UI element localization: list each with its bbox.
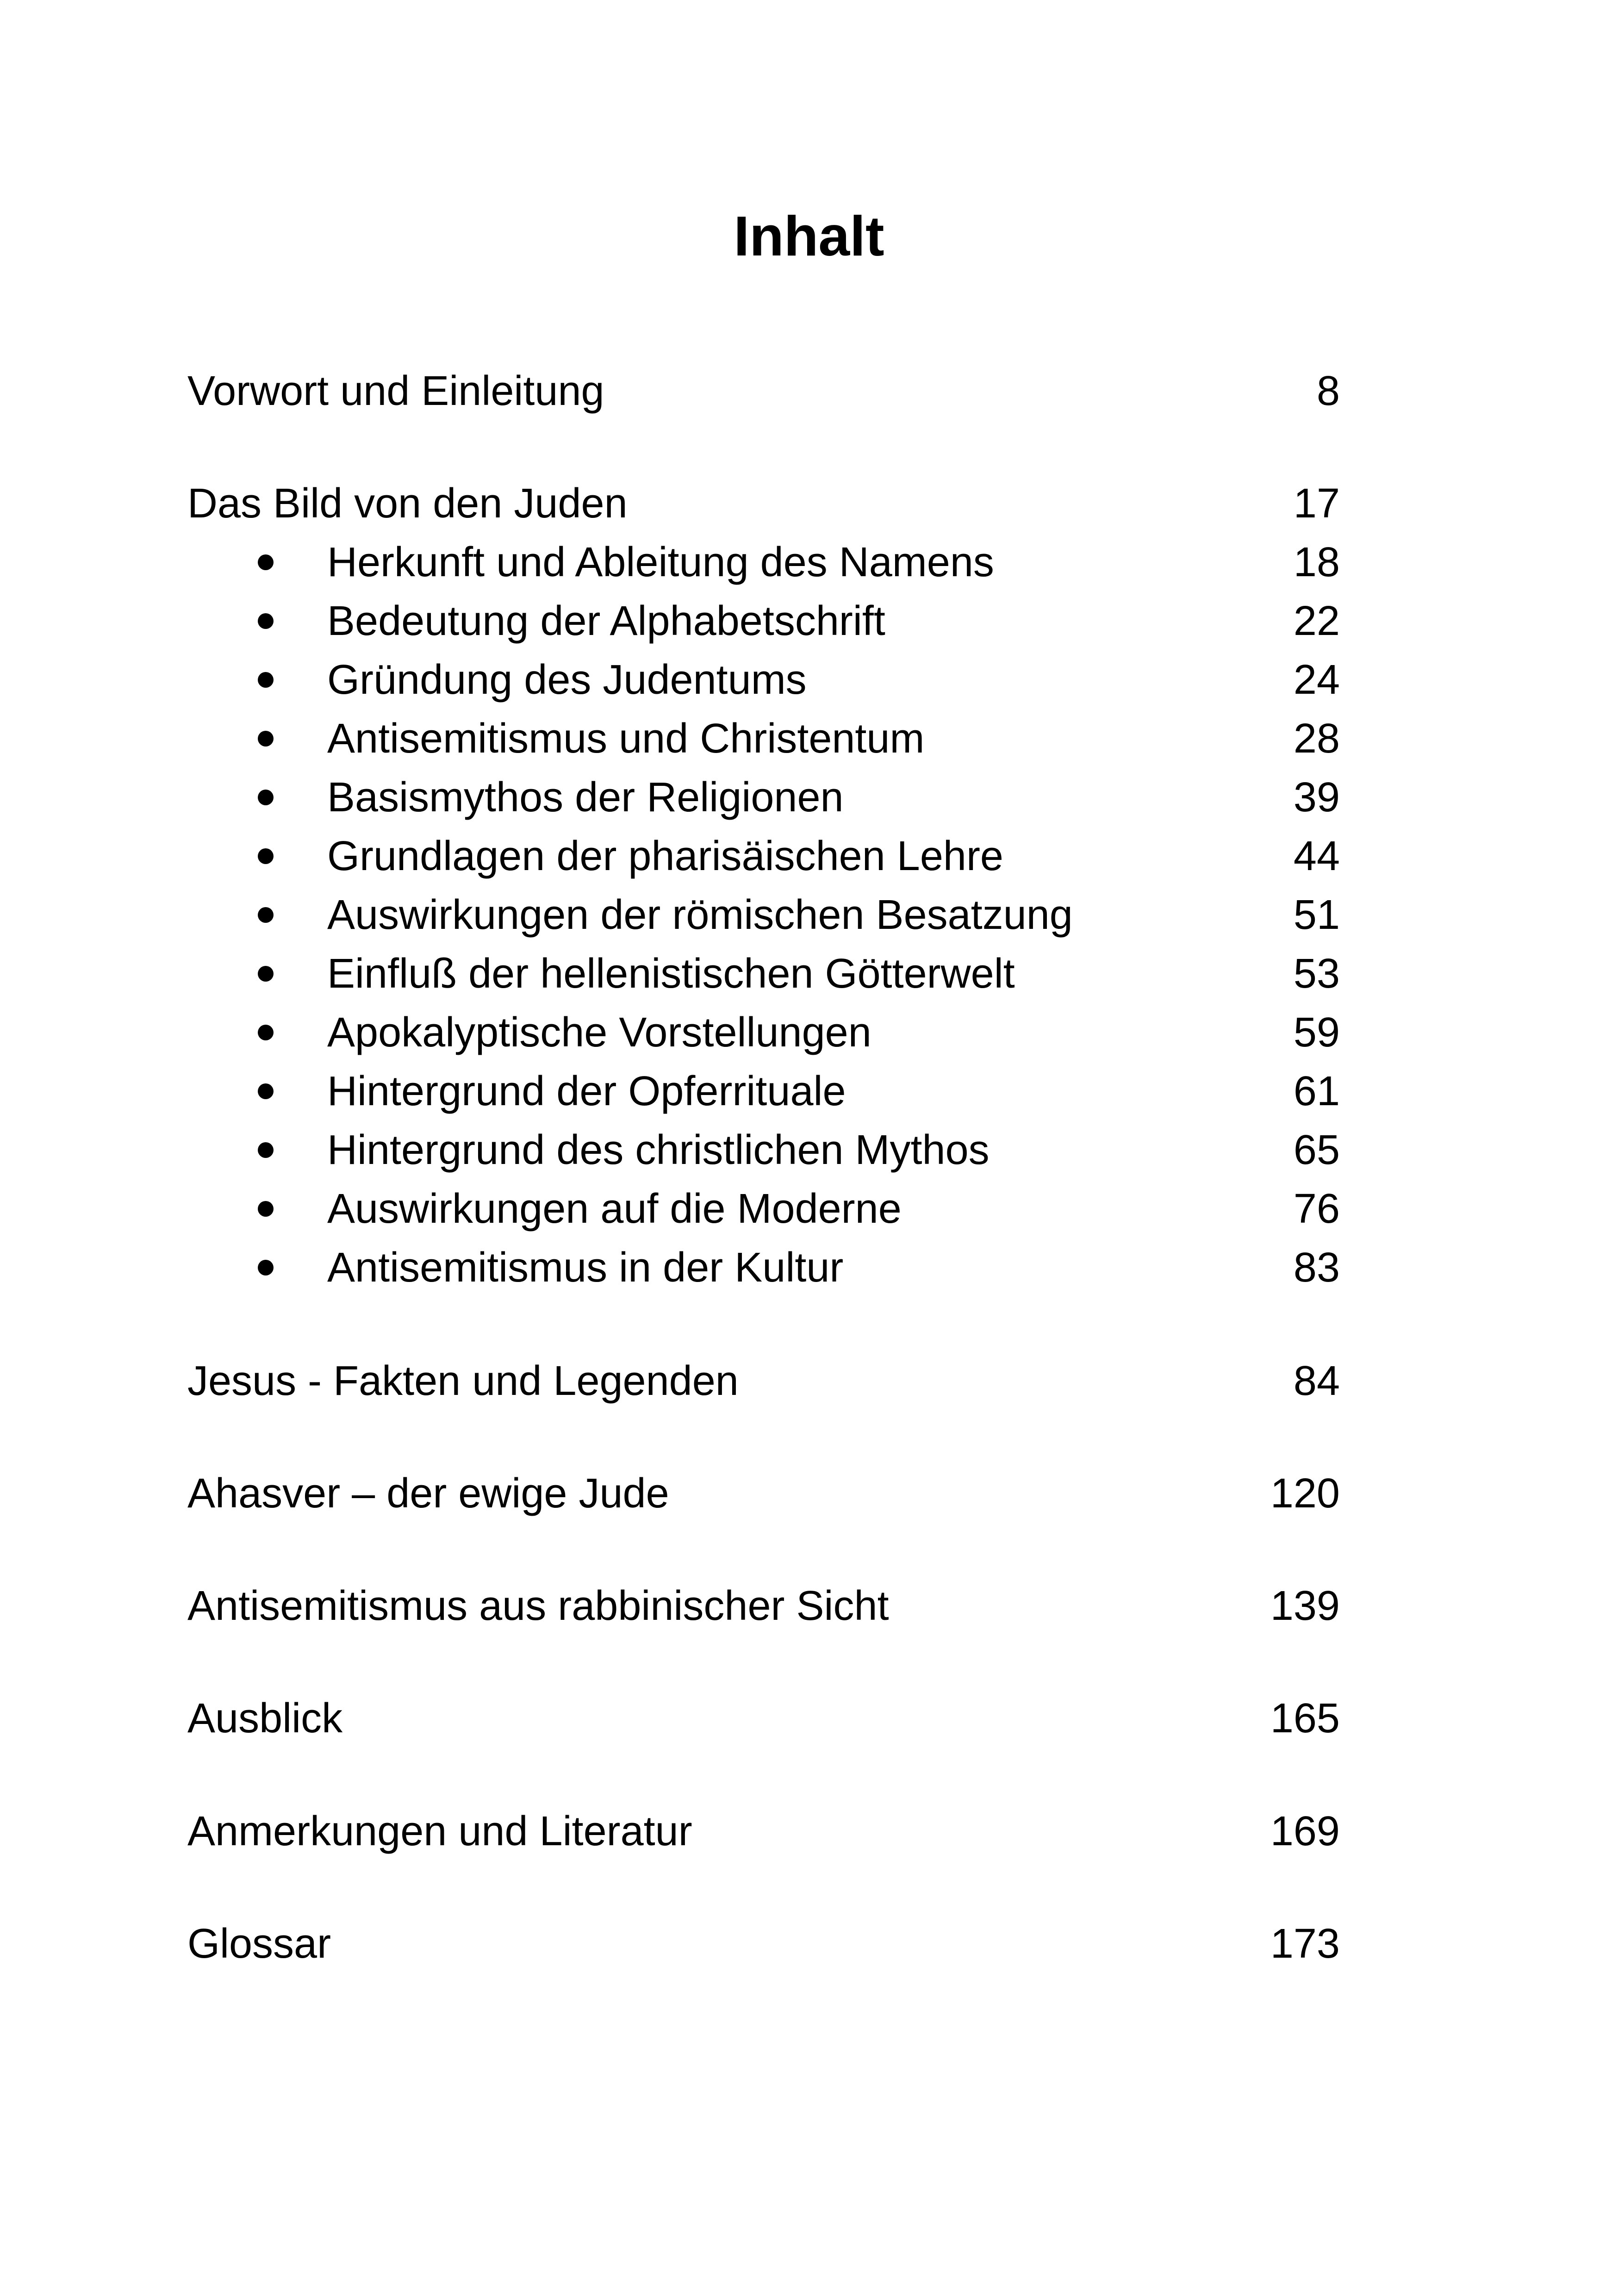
- toc-entry-label: Antisemitismus in der Kultur: [327, 1244, 844, 1291]
- toc-entry-page: 173: [1270, 1921, 1340, 1967]
- bullet-icon: [258, 1260, 274, 1276]
- toc-entry-page: 84: [1293, 1358, 1340, 1404]
- toc-entry-label: Ahasver – der ewige Jude: [187, 1470, 669, 1517]
- bullet-icon: [258, 1142, 274, 1158]
- toc-entry-page: 17: [1293, 480, 1340, 527]
- toc-entry-label: Das Bild von den Juden: [187, 480, 628, 527]
- toc-subentry: [187, 1061, 1340, 1121]
- toc-entry-page: 24: [1293, 657, 1340, 703]
- toc-entry-label: Vorwort und Einleitung: [187, 368, 604, 414]
- bullet-icon: [258, 1025, 274, 1040]
- toc-entry: [187, 1576, 1340, 1636]
- toc-entry-page: 169: [1270, 1808, 1340, 1854]
- toc-entry: [187, 361, 1340, 421]
- toc-entry-label: Hintergrund des christlichen Mythos: [327, 1127, 989, 1173]
- bullet-icon: [258, 790, 274, 805]
- toc-entry-page: 8: [1316, 368, 1340, 414]
- toc-subentry: [187, 944, 1340, 1004]
- toc-subentry: [187, 1179, 1340, 1239]
- toc-entry-page: 120: [1270, 1470, 1340, 1517]
- toc-entry-page: 51: [1293, 892, 1340, 938]
- toc-entry-page: 53: [1293, 951, 1340, 997]
- toc-entry: [187, 1463, 1340, 1524]
- toc-subentry: [187, 826, 1340, 886]
- toc-entry-label: Auswirkungen auf die Moderne: [327, 1186, 902, 1232]
- bullet-icon: [258, 966, 274, 982]
- bullet-icon: [258, 1083, 274, 1099]
- toc-subentry: [187, 767, 1340, 828]
- toc-entry-label: Jesus - Fakten und Legenden: [187, 1358, 739, 1404]
- toc-entry-label: Glossar: [187, 1921, 331, 1967]
- toc-entry: [187, 473, 1340, 534]
- toc-entry-label: Auswirkungen der römischen Besatzung: [327, 892, 1073, 938]
- toc-entry-label: Antisemitismus aus rabbinischer Sicht: [187, 1583, 889, 1629]
- bullet-icon: [258, 672, 274, 688]
- bullet-icon: [258, 613, 274, 629]
- toc-subentry: [187, 650, 1340, 710]
- toc-entry-page: 65: [1293, 1127, 1340, 1173]
- toc-entry-page: 59: [1293, 1009, 1340, 1056]
- toc-entry-page: 39: [1293, 774, 1340, 821]
- toc-entry-page: 139: [1270, 1583, 1340, 1629]
- toc-entry-page: 83: [1293, 1244, 1340, 1291]
- toc-entry-page: 28: [1293, 716, 1340, 762]
- toc-entry-label: Bedeutung der Alphabetschrift: [327, 598, 885, 644]
- toc-entry-page: 76: [1293, 1186, 1340, 1232]
- toc-entry-label: Grundlagen der pharisäischen Lehre: [327, 833, 1003, 879]
- bullet-icon: [258, 731, 274, 747]
- toc-entry-page: 61: [1293, 1068, 1340, 1114]
- bullet-icon: [258, 554, 274, 570]
- toc-entry-label: Gründung des Judentums: [327, 657, 807, 703]
- toc-entry-page: 22: [1293, 598, 1340, 644]
- toc-entry: [187, 1351, 1340, 1411]
- toc-entry-page: 165: [1270, 1695, 1340, 1742]
- bullet-icon: [258, 1201, 274, 1217]
- toc-entry-label: Apokalyptische Vorstellungen: [327, 1009, 871, 1056]
- toc-subentry: [187, 885, 1340, 945]
- toc-entry-label: Hintergrund der Opferrituale: [327, 1068, 846, 1114]
- toc-entry: [187, 1914, 1340, 1974]
- toc-entry-label: Herkunft und Ableitung des Namens: [327, 539, 994, 585]
- toc-subentry: [187, 1120, 1340, 1180]
- toc-subentry: [187, 1238, 1340, 1298]
- toc-subentry: [187, 709, 1340, 769]
- bullet-icon: [258, 907, 274, 923]
- toc-subentry: [187, 532, 1340, 592]
- toc-entry-label: Ausblick: [187, 1695, 343, 1742]
- toc-entry-label: Einfluß der hellenistischen Götterwelt: [327, 951, 1015, 997]
- toc-entry-label: Antisemitismus und Christentum: [327, 716, 925, 762]
- toc-entry-page: 44: [1293, 833, 1340, 879]
- bullet-icon: [258, 848, 274, 864]
- page-title: Inhalt: [734, 205, 884, 268]
- toc-entry: [187, 1801, 1340, 1861]
- toc-subentry: [187, 1002, 1340, 1063]
- toc-entry: [187, 1688, 1340, 1748]
- toc-entry-label: Anmerkungen und Literatur: [187, 1808, 692, 1854]
- toc-entry-page: 18: [1293, 539, 1340, 585]
- toc-entry-label: Basismythos der Religionen: [327, 774, 844, 821]
- toc-subentry: [187, 591, 1340, 651]
